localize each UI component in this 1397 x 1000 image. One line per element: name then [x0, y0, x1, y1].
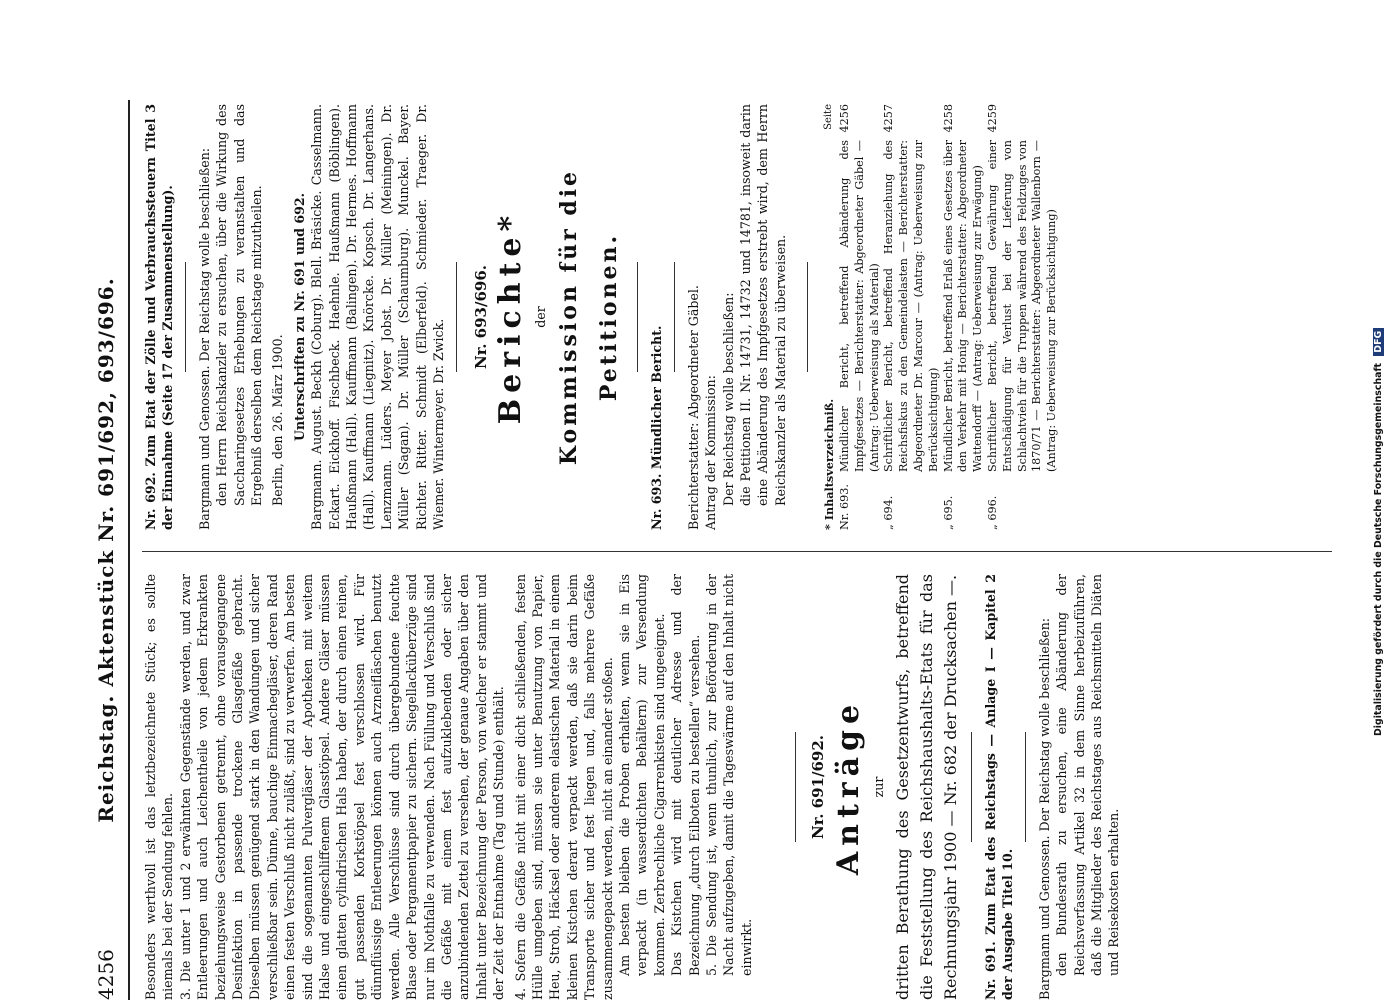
signatures-heading: Unterschriften zu Nr. 691 und 692. [291, 192, 307, 442]
rotated-document-page [88, 100, 1378, 1000]
heading-connector: der [532, 306, 548, 328]
page-number: 4256 [94, 949, 118, 1000]
report-line: Antrag der Kommission: [703, 375, 719, 530]
dfg-logo: DFG [1373, 328, 1384, 356]
heading-subtitle: Kommission für die Petitionen. [556, 168, 623, 466]
toc-page: 4259 [985, 104, 999, 133]
credit-text: Digitalisierung gefördert durch die Deutsche Forschungsgemeinschaft [1373, 362, 1384, 736]
toc-row [942, 104, 986, 530]
toc-title: Mündlicher Bericht, betreffend Erlaß eines Gesetzes über den Verkehr mit Honig — Berichterstatter: Abgeordneter Wattendorff — (Antrag: Ueberweisung zur Erwägung) [941, 140, 985, 472]
paragraph: Das Kistchen wird mit deutlicher Adresse und der Bezeichnung „durch Eilboten zu bestellen“ versehen. [669, 574, 702, 976]
paragraph: Am besten bleiben die Proben erhalten, wenn sie in Eis verpackt (in wasserdichten Behältern) zur Versendung kommen. Zerbrechliche Cigarrenkisten sind ungeeignet. [616, 574, 667, 976]
right-column [142, 104, 1060, 530]
divider [637, 262, 638, 372]
toc-title: Mündlicher Bericht, betreffend Abänderung des Impfgesetzes — Berichterstatter: Abgeordneter Gäbel — (Antrag: Ueberweisung als Material) [837, 140, 881, 472]
motion-intro: Bargmann und Genossen. Der Reichstag wolle beschließen: [1036, 617, 1052, 1000]
toc-title: Schriftlicher Bericht, betreffend Gewährung einer Entschädigung für Verlust bei der Lieferung von Schlachtvieh für die Truppen während des Feldzuges von 1870/71 — Berichterstatter: Abgeordneter Wallenborn — (Antrag: Ueberweisung zur Berücksichtigung) [985, 140, 1059, 472]
motion-title: Nr. 692. Zum Etat der Zölle und Verbrauchssteuern Titel 3 der Einnahme (Seite 17 der Zusammenstellung). [143, 104, 176, 530]
paragraph: 4. Sofern die Gefäße nicht mit einer dicht schließenden, festen Hülle umgeben sind, müssen sie unter Benutzung von Papier, Heu, Stroh, Häcksel oder anderem elastischen Material in einem kleinen Kistchen derart verpackt werden, daß sie darin beim Transporte sicher und fest liegen und, falls mehrere Gefäße zusammengepackt werden, nicht an einander stoßen. [512, 574, 615, 1000]
divider [795, 732, 796, 842]
toc-number: „ 694. [882, 495, 896, 530]
divider [185, 262, 186, 372]
heading-connector: zur [870, 776, 886, 798]
toc-number: „ 696. [985, 495, 999, 530]
toc-page: 4256 [837, 104, 851, 133]
motion-title: Nr. 691. Zum Etat des Reichstags — Anlage I — Kapitel 2 der Ausgabe Titel 10. [983, 574, 1016, 1000]
divider [971, 732, 972, 842]
digitization-credit [1373, 0, 1391, 1000]
toc-page: 4258 [941, 104, 955, 133]
column-rule [142, 551, 1332, 552]
divider [807, 262, 808, 372]
section-heading: Berichte* [492, 209, 528, 425]
toc-heading: * Inhaltsverzeichniß. [822, 398, 837, 530]
divider [1025, 732, 1026, 842]
section-number: Nr. 691/692. [809, 735, 828, 840]
toc-row [882, 104, 941, 530]
toc-title: Schriftlicher Bericht, betreffend Heranziehung des Reichsfiskus zu den Gemeindelasten — Berichterstatter: Abgeordneter Dr. Marcour — (Antrag: Ueberweisung zur Berücksichtigung) [882, 140, 940, 472]
motion-text: den Bundesrath zu ersuchen, eine Abänderung der Reichsverfassung Artikel 32 in dem Sinne herbeizuführen, daß die Mitglieder des Reichstages aus Reichsmitteln Diäten und Reisekosten erhalten. [1054, 574, 1122, 976]
left-column [142, 574, 1123, 1000]
heading-subtitle: dritten Berathung des Gesetzentwurfs, betreffend die Feststellung des Reichshaushalts-Etats für das Rechnungsjahr 1900 — Nr. 682 der Drucksachen —. [893, 574, 961, 1000]
paragraph: 5. Die Sendung ist, wenn thunlich, zur Beförderung in der Nacht aufzugeben, damit die Tageswärme auf den Inhalt nicht einwirkt. [704, 574, 754, 976]
date-line: Berlin, den 26. März 1900. [270, 334, 286, 506]
signatures: Bargmann. August. Beckh (Coburg). Blell. Bräsicke. Casselmann. Eckart. Eickhoff. Fischbeck. Haehnle. Haußmann (Böblingen). Haußmann (Hall). Kauffmann (Balingen). Dr. Hermes. Hoffmann (Hall). Kauffmann (Liegnitz). Knörcke. Kopsch. Dr. Langerhans. Lenzmann. Lüders. Meyer Jobst. Dr. Müller (Meiningen). Dr. Müller (Sagan). Dr. Müller (Schaumburg). Munckel. Bayer. Richter. Ritter. Schmidt (Elberfeld). Schmieder. Traeger. Dr. Wiemer. Wintermeyer. Dr. Zwick. [309, 104, 447, 530]
report-title: Nr. 693. Mündlicher Bericht. [649, 325, 665, 530]
toc-number: „ 695. [941, 495, 955, 530]
toc-row [986, 104, 1060, 530]
running-title: Reichstag. Aktenstück Nr. 691/692, 693/696. [94, 277, 118, 823]
report-line: Der Reichstag wolle beschließen: [720, 292, 736, 506]
toc-page: 4257 [882, 104, 896, 133]
toc-number: Nr. 693. [837, 484, 851, 530]
table-of-contents [822, 104, 1060, 530]
report-text: die Petitionen II. Nr. 14731, 14732 und 14781, insoweit darin eine Abänderung des Impfgesetzes erstrebt wird, dem Herrn Reichskanzler als Material zu überweisen. [737, 104, 788, 506]
toc-row [838, 104, 882, 530]
paragraph: Besonders werthvoll ist das letztbezeichnete Stück; es sollte niemals bei der Sendung fehlen. [143, 574, 176, 1000]
header-rule [128, 100, 130, 1000]
toc-page-header: Seite [823, 104, 835, 130]
report-line: Berichterstatter: Abgeordneter Gäbel. [685, 285, 701, 530]
page-header [88, 100, 134, 1000]
section-heading: Anträge [830, 698, 866, 876]
motion-text: den Herrn Reichskanzler zu ersuchen, über die Wirkung des Saccharingesetzes Erhebungen zu veranstalten und das Ergebniß derselben dem Reichstage mitzutheilen. [214, 104, 265, 506]
divider [674, 262, 675, 372]
section-number: Nr. 693/696. [471, 265, 490, 370]
divider [456, 262, 457, 372]
motion-intro: Bargmann und Genossen. Der Reichstag wolle beschließen: [196, 147, 212, 530]
paragraph: 3. Die unter 1 und 2 erwähnten Gegenstände werden, und zwar Entleerungen und auch Leichentheile von jedem Erkrankten beziehungsweise Gestorbenen getrennt, ohne vorausgegangene Desinfektion in passende trockene Glasgefäße gebracht. Dieselben müssen genügend stark in den Wandungen und sicher verschließbar sein. Dünne, bauchige Einmachegläser, deren Rand einen festen Verschluß nicht zuläßt, sind zu verwerfen. Am besten sind die sogenannten Pulvergläser der Apotheken mit weitem Halse und eingeschliffenem Glasstöpsel. Andere Gläser müssen einen glatten cylindrischen Hals haben, der durch einen reinen, gut passenden Korkstöpsel fest verschlossen wird. Für dünnflüssige Entleerungen können auch Arzneifläschen benutzt werden. Alle Verschlüsse sind durch übergebundene feuchte Blase oder Pergamentpapier zu sichern. Siegellacküberzüge sind nur im Nothfalle zu verwenden. Nach Füllung und Verschluß sind die Gefäße mit einem fest aufzuklebenden oder sicher anzubindenden Zettel zu versehen, der genaue Angaben über den Inhalt unter Bezeichnung der Person, von welcher er stammt und der Zeit der Entnahme (Tag und Stunde) enthält. [177, 574, 507, 1000]
